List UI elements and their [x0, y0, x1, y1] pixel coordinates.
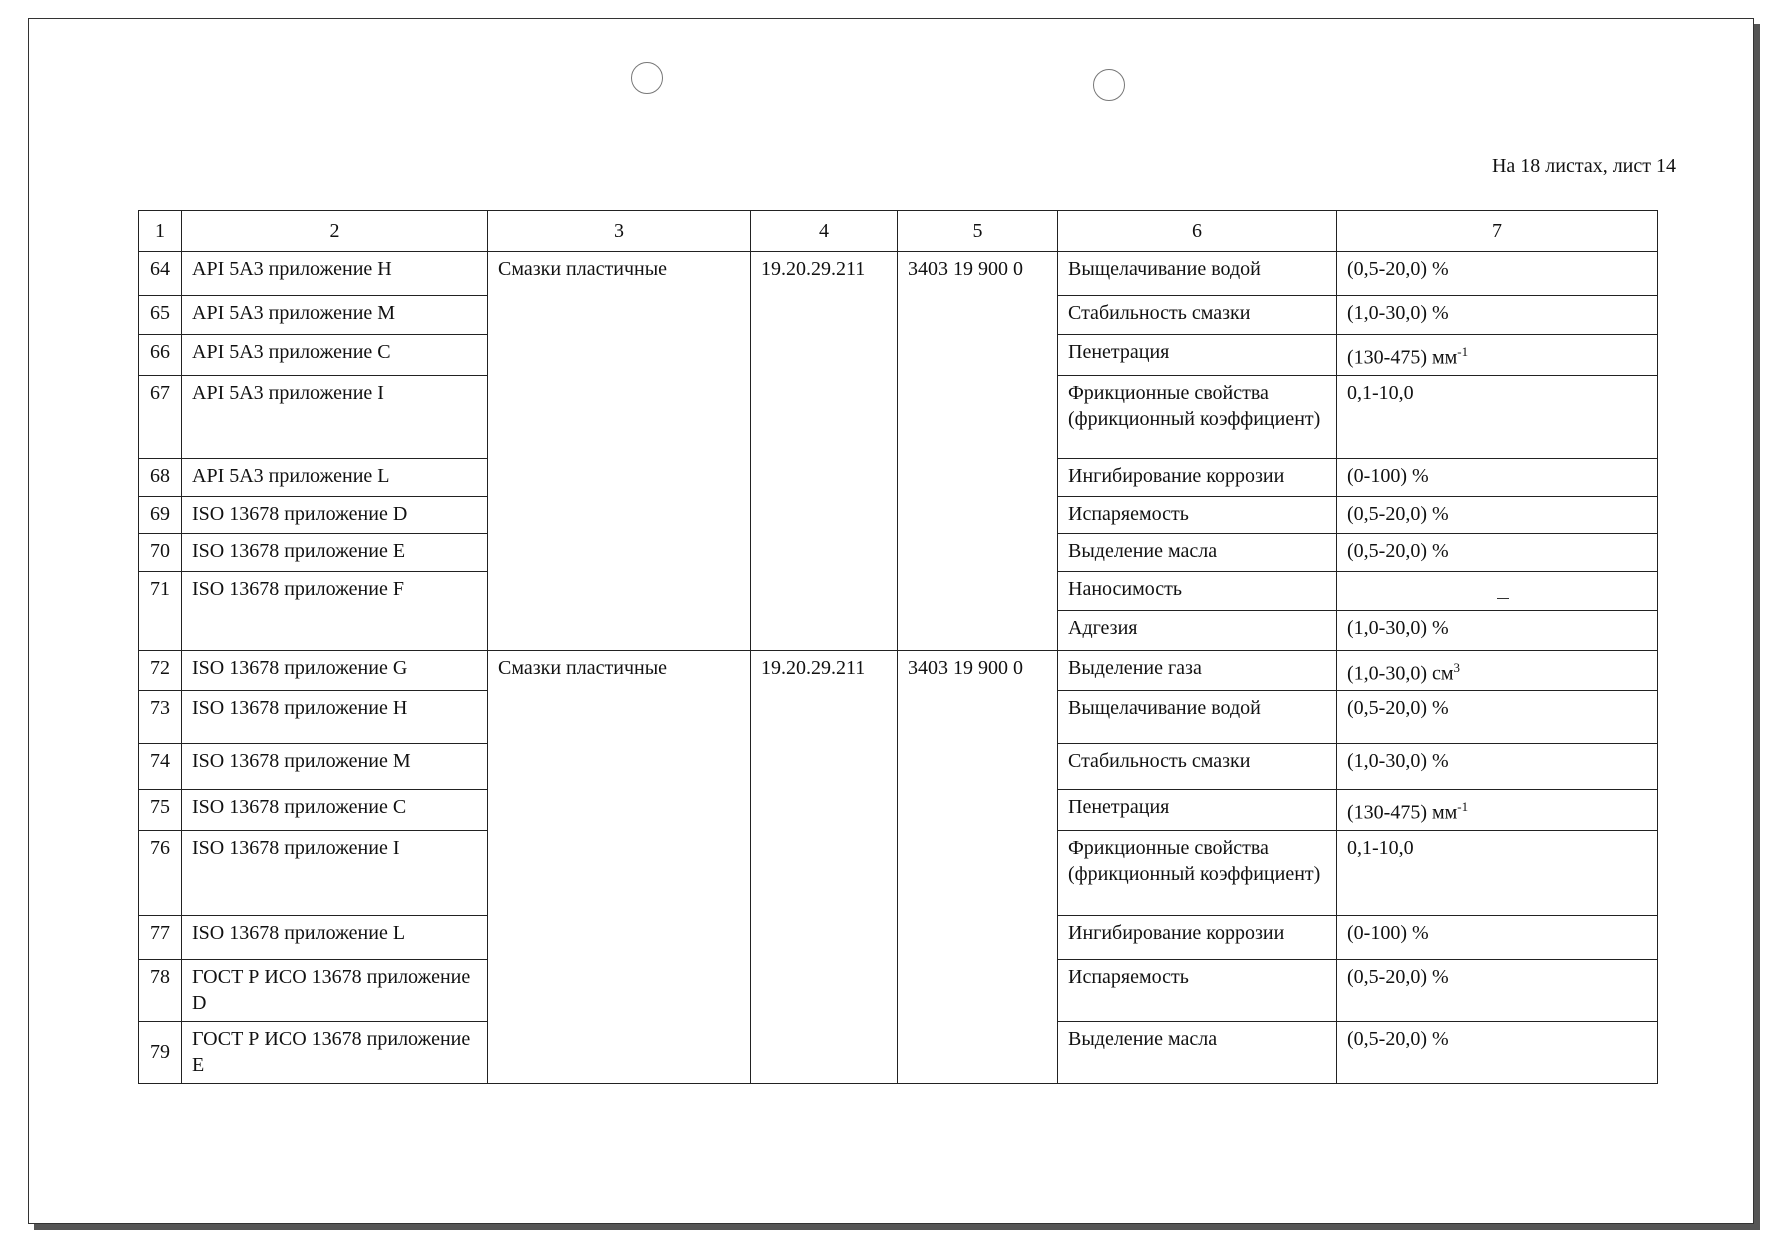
measurement-range	[1337, 691, 1658, 744]
range-value: (0-100) %	[1347, 464, 1429, 487]
range-value: (1,0-30,0) %	[1347, 750, 1449, 773]
range-value: (0,5-20,0) %	[1347, 539, 1449, 562]
property-name: Выделение газа	[1058, 650, 1337, 691]
range-value: (0-100) %	[1347, 921, 1429, 944]
measurement-range	[1337, 533, 1658, 571]
row-number: 68	[139, 458, 182, 496]
column-header: 3	[488, 211, 751, 252]
row-number: 64	[139, 252, 182, 296]
property-name: Выделение масла	[1058, 533, 1337, 571]
sheet-label: На 18 листах, лист 14	[1491, 155, 1676, 177]
row-number: 70	[139, 533, 182, 571]
column-header: 5	[898, 211, 1058, 252]
measurement-range	[1337, 959, 1658, 1021]
tn-ved-code: 3403 19 900 0	[898, 650, 1058, 1083]
measurement-range: (1,0-30,0) %	[1337, 610, 1658, 650]
range-value: 0,1-10,0	[1347, 836, 1414, 859]
measurement-range	[1337, 335, 1658, 376]
property-name: Пенетрация	[1058, 790, 1337, 831]
normative-document: API 5A3 приложение L	[182, 458, 488, 496]
property-name: Ингибирование коррозии	[1058, 458, 1337, 496]
column-header: 4	[751, 211, 898, 252]
row-number: 76	[139, 830, 182, 915]
property-name: Выщелачивание водой	[1058, 691, 1337, 744]
measurement-range	[1337, 744, 1658, 790]
range-value: (1,0-30,0) %	[1347, 302, 1449, 324]
property-name: Наносимость	[1058, 571, 1337, 610]
range-value: (1,0-30,0) см	[1347, 662, 1454, 685]
normative-document: ISO 13678 приложение D	[182, 496, 488, 533]
normative-document: ISO 13678 приложение L	[182, 915, 488, 959]
okpd2-code: 19.20.29.211	[751, 650, 898, 1083]
normative-document: API 5A3 приложение I	[182, 375, 488, 458]
row-number: 69	[139, 496, 182, 533]
range-unit-exponent: 3	[1453, 659, 1461, 675]
property-name: Испаряемость	[1058, 496, 1337, 533]
normative-document: ISO 13678 приложение H	[182, 691, 488, 744]
measurement-range	[1337, 496, 1658, 533]
row-number: 73	[139, 691, 182, 744]
product-name: Смазки пластичные	[488, 252, 751, 651]
okpd2-code: 19.20.29.211	[751, 252, 898, 651]
row-number: 75	[139, 790, 182, 831]
property-name: Пенетрация	[1058, 335, 1337, 376]
range-unit-exponent: -1	[1457, 799, 1469, 815]
range-unit-exponent: -1	[1457, 344, 1469, 359]
normative-document: API 5A3 приложение M	[182, 296, 488, 335]
property-name: Фрикционные свойства (фрикционный коэффициент)	[1058, 375, 1337, 458]
row-number: 71	[139, 571, 182, 650]
normative-document: API 5A3 приложение H	[182, 252, 488, 296]
table-header-row	[139, 211, 1658, 252]
normative-document: ISO 13678 приложение G	[182, 650, 488, 691]
row-number: 79	[139, 1021, 182, 1083]
range-value: (0,5-20,0) %	[1347, 965, 1449, 988]
property-name: Адгезия	[1058, 610, 1337, 650]
column-header: 1	[139, 211, 182, 252]
row-number: 77	[139, 915, 182, 959]
product-name: Смазки пластичные	[488, 650, 751, 1083]
range-value: (0,5-20,0) %	[1347, 258, 1449, 280]
normative-document: ISO 13678 приложение F	[182, 571, 488, 650]
column-header: 7	[1337, 211, 1658, 252]
row-number: 78	[139, 959, 182, 1021]
property-name: Фрикционные свойства (фрикционный коэффициент)	[1058, 830, 1337, 915]
table-row	[139, 252, 1658, 296]
tn-ved-code: 3403 19 900 0	[898, 252, 1058, 651]
measurement-range	[1337, 1021, 1658, 1083]
normative-document: ГОСТ Р ИСО 13678 приложение E	[182, 1021, 488, 1083]
normative-document: ISO 13678 приложение E	[182, 533, 488, 571]
property-name: Стабильность смазки	[1058, 744, 1337, 790]
measurement-range	[1337, 650, 1658, 691]
normative-document: API 5A3 приложение C	[182, 335, 488, 376]
range-value: 0,1-10,0	[1347, 381, 1414, 404]
measurement-range	[1337, 830, 1658, 915]
range-value: (130-475) мм	[1347, 346, 1458, 369]
row-number: 66	[139, 335, 182, 376]
empty-value-dash	[1497, 598, 1509, 599]
property-name: Стабильность смазки	[1058, 296, 1337, 335]
test-methods-table	[138, 210, 1658, 1084]
measurement-range	[1337, 571, 1658, 610]
row-number: 74	[139, 744, 182, 790]
normative-document: ГОСТ Р ИСО 13678 приложение D	[182, 959, 488, 1021]
range-value: (130-475) мм	[1347, 801, 1458, 824]
property-name: Испаряемость	[1058, 959, 1337, 1021]
range-value: (0,5-20,0) %	[1347, 502, 1449, 525]
normative-document: ISO 13678 приложение C	[182, 790, 488, 831]
range-value: (0,5-20,0) %	[1347, 1027, 1449, 1050]
range-value: (0,5-20,0) %	[1347, 697, 1449, 720]
property-name: Выделение масла	[1058, 1021, 1337, 1083]
measurement-range	[1337, 296, 1658, 335]
row-number: 65	[139, 296, 182, 335]
measurement-range	[1337, 915, 1658, 959]
normative-document: ISO 13678 приложение M	[182, 744, 488, 790]
column-header: 2	[182, 211, 488, 252]
row-number: 67	[139, 375, 182, 458]
property-name: Выщелачивание водой	[1058, 252, 1337, 296]
measurement-range	[1337, 458, 1658, 496]
row-number: 72	[139, 650, 182, 691]
normative-document: ISO 13678 приложение I	[182, 830, 488, 915]
property-name: Ингибирование коррозии	[1058, 915, 1337, 959]
measurement-range	[1337, 790, 1658, 831]
measurement-range	[1337, 252, 1658, 296]
table-body	[139, 211, 1658, 1084]
measurement-range	[1337, 375, 1658, 458]
column-header: 6	[1058, 211, 1337, 252]
punch-hole	[631, 62, 663, 94]
table-row	[139, 650, 1658, 691]
punch-hole	[1093, 69, 1125, 101]
